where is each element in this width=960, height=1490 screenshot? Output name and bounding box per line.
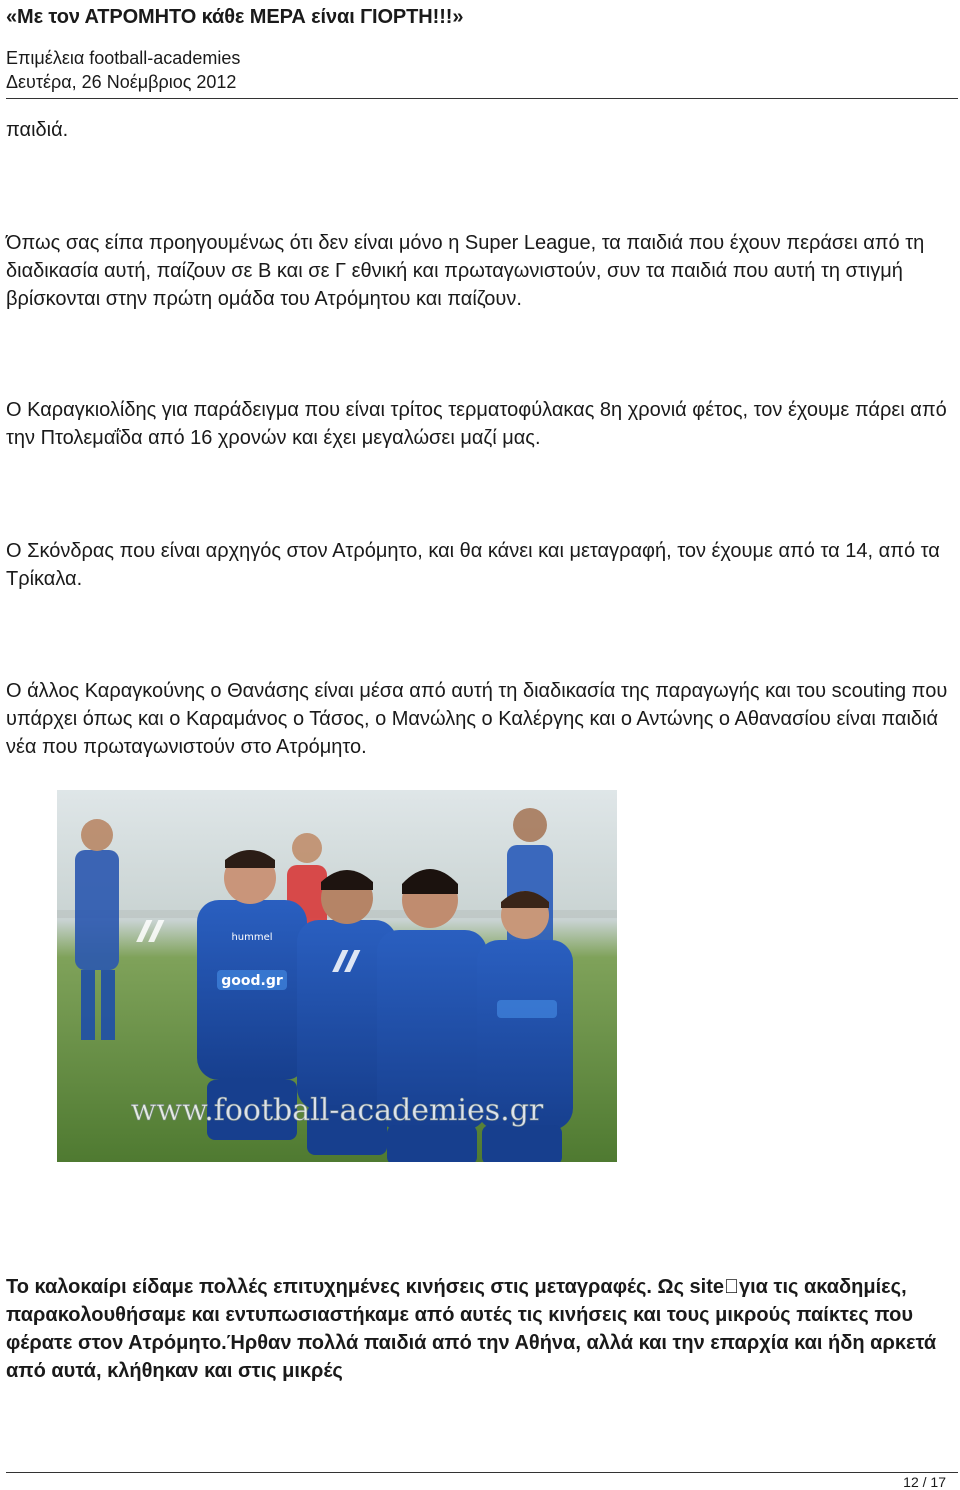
paragraph-fragment: παιδιά.	[6, 119, 69, 141]
header-divider	[6, 98, 958, 99]
footer-divider	[6, 1472, 958, 1473]
team-photo	[57, 790, 617, 1162]
paragraph-super-league: Όπως σας είπα προηγουμένως ότι δεν είναι μόνο η Super League, τα παιδιά που έχουν περάσει από τη διαδικασία αυτή, παίζουν σε Β και σε Γ εθνική και πρωταγωνιστούν, συν τα παιδιά που αυτή τη στιγμή βρίσκονται στην πρώτη ομάδα του Ατρόμητου και παίζουν.	[6, 232, 925, 310]
interview-question: Το καλοκαίρι είδαμε πολλές επιτυχημένες κινήσεις στις μεταγραφές. Ως site για τις ακαδημίες, παρακολουθήσαμε και εντυπωσιαστήκαμε από αυτές τις κινήσεις και τους μικρούς παίκτες που φέρατε στον Ατρόμητο.Ήρθαν πολλά παιδιά από την Αθήνα, αλλά και την επαρχία και ήδη αρκετά από αυτά, κλήθηκαν και στις μικρές	[6, 1276, 937, 1382]
document-date: Δευτέρα, 26 Νοέμβριος 2012	[6, 72, 237, 92]
document-title: «Με τον ΑΤΡΟΜΗΤΟ κάθε ΜΕΡΑ είναι ΓΙΟΡΤΗ!!!»	[6, 6, 464, 28]
shirt-brand-text: hummel	[231, 932, 273, 943]
paragraph-skondras: Ο Σκόνδρας που είναι αρχηγός στον Ατρόμητο, και θα κάνει και μεταγραφή, τον έχουμε από τα 14, από τα Τρίκαλα.	[6, 540, 940, 590]
paragraph-karagkiolidis: Ο Καραγκιολίδης για παράδειγμα που είναι τρίτος τερματοφύλακας 8η χρονιά φέτος, τον έχουμε πάρει από την Πτολεμαΐδα από 16 χρονών και έχει μεγαλώσει μαζί μας.	[6, 399, 947, 449]
document-author: Επιμέλεια football-academies	[6, 48, 241, 68]
shirt-sponsor-text: good.gr	[221, 973, 283, 989]
paragraph-karagkounis: Ο άλλος Καραγκούνης ο Θανάσης είναι μέσα από αυτή τη διαδικασία της παραγωγής και του scouting που υπάρχει όπως και ο Καραμάνος ο Τάσος, ο Μανώλης ο Καλέργης και ο Αντώνης ο Αθανασίου είναι παιδιά νέα που πρωταγωνιστούν στο Ατρόμητο.	[6, 680, 948, 758]
photo-watermark: www.football-academies.gr	[130, 1093, 544, 1128]
page-number: 12 / 17	[903, 1474, 946, 1490]
